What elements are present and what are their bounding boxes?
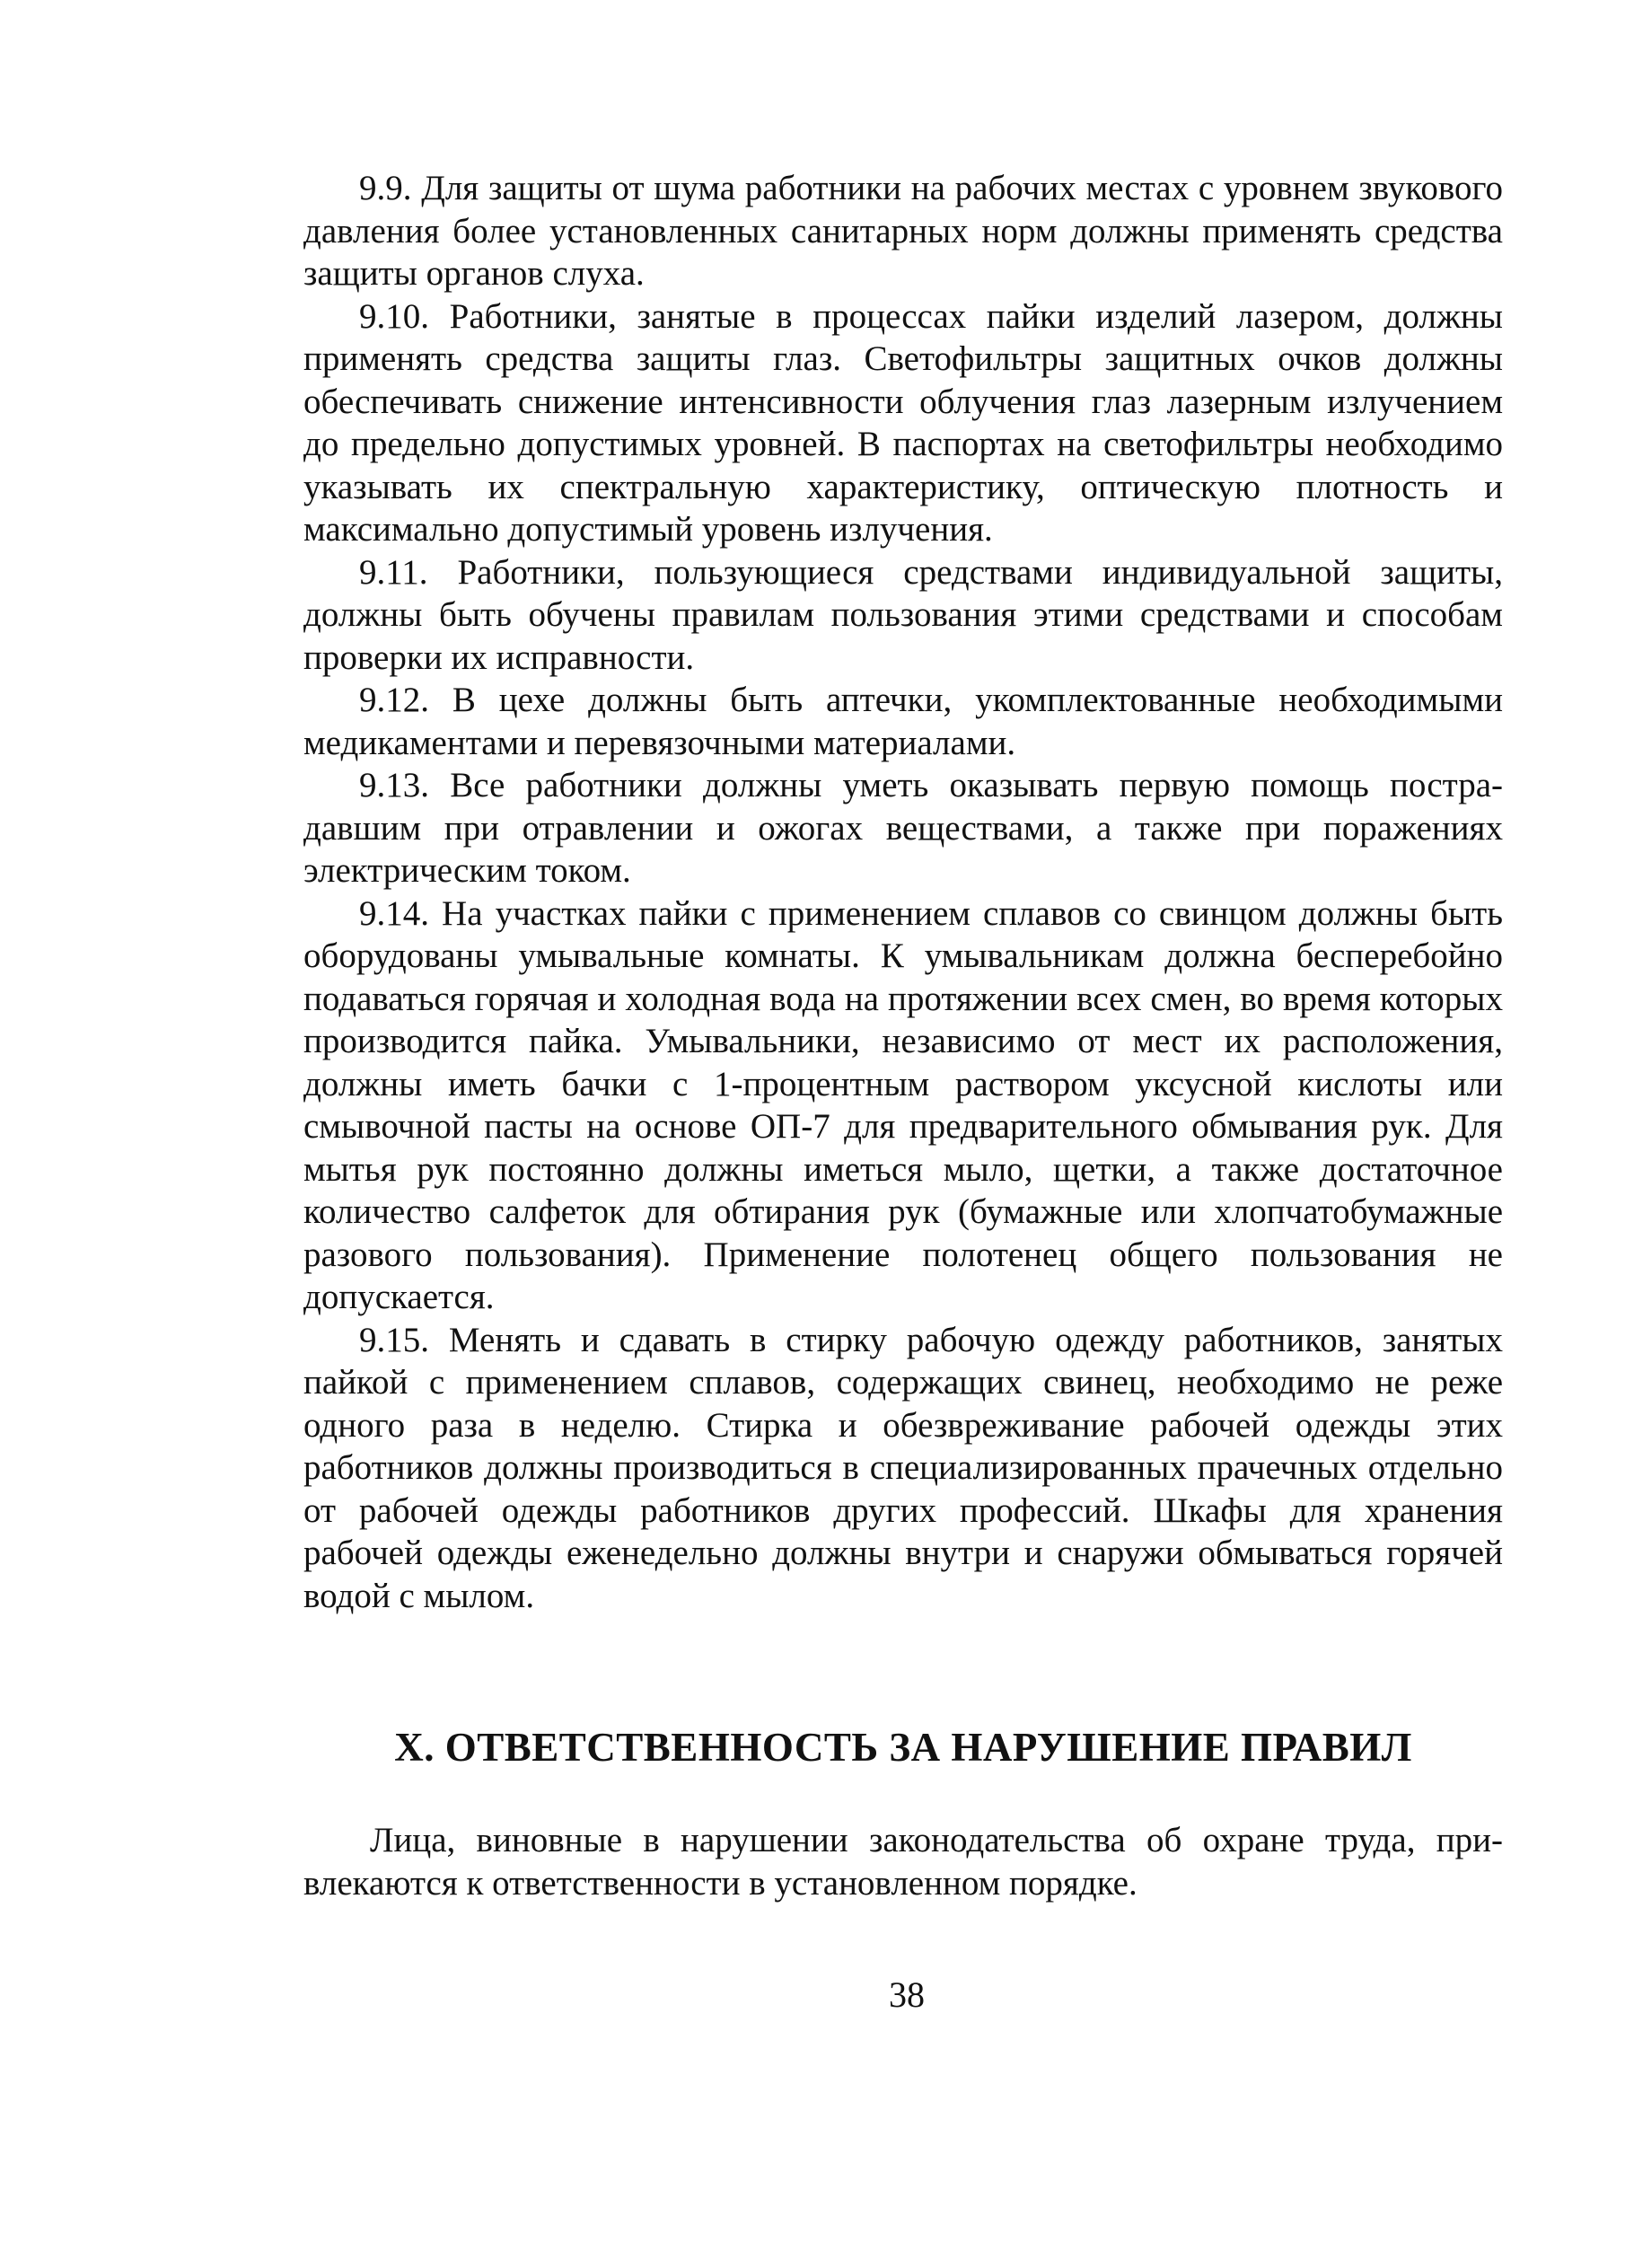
section-heading: X. ОТВЕТСТВЕННОСТЬ ЗА НАРУШЕНИЕ ПРАВИЛ	[394, 1725, 1412, 1770]
paragraph-9-11: 9.11. Работники, пользующиеся средствами индивидуальной защиты, должны быть обучены правилам пользования этими средствами и способам проверки их исправности.	[303, 552, 1503, 677]
paragraph-9-9: 9.9. Для защиты от шума работники на рабочих местах с уровнем звукового давления более установленных санитарных норм должны применять средства защиты органов слуха.	[303, 169, 1503, 293]
paragraph-9-10: 9.10. Работники, занятые в процессах пайки изделий лазером, должны применять средства защиты глаз. Светофильтры защитных очков должны обеспечивать снижение интенсивности облучения глаз лазерным излучением до предельно допустимых уровней. В паспортах на светофильтры необходимо указывать их спектральную характеристику, оптическую плотность и максимально допустимый уровень излучения.	[303, 296, 1503, 549]
paragraph-9-15: 9.15. Менять и сдавать в стирку рабочую одежду работников, занятых пайкой с применением сплавов, содержащих свинец, необходимо не реже одного раза в неделю. Стирка и обезвреживание рабочей одежды этих работников должны производиться в специализированных прачечных отдельно от рабочей одежды работников других профессий. Шкафы для хранения рабочей одежды еженедельно должны внутри и снаружи обмываться горячей водой с мылом.	[303, 1320, 1503, 1615]
section-ix-body	[303, 167, 1503, 1617]
page-number: 38	[889, 1974, 925, 2015]
paragraph-9-13: 9.13. Все работники должны уметь оказывать первую помощь пострадавшим при отравлении и ожогах веществами, а также при поражениях электрическим током.	[303, 766, 1503, 890]
paragraph-9-14: 9.14. На участках пайки с применением сплавов со свинцом должны быть оборудованы умывальные комнаты. К умывальникам должна бесперебойно подаваться горячая и холодная вода на протяжении всех смен, во время которых производится пайка. Умывальники, независимо от мест их расположения, должны иметь бачки с 1-процентным раствором уксусной кислоты или смывочной пасты на основе ОП-7 для предварительного обмывания рук. Для мытья рук постоянно должны иметься мыло, щетки, а также достаточное количество салфеток для обтирания рук (бумажные или хлопчатобумажные разового пользования). Применение полотенец общего пользования не допускается.	[303, 893, 1503, 1316]
closing-paragraph: Лица, виновные в нарушении законодательства об охране труда, привлекаются к ответственности в установленном порядке.	[303, 1821, 1503, 1903]
paragraph-9-12: 9.12. В цехе должны быть аптечки, укомплектованные необходимыми медикаментами и перевязочными материалами.	[303, 681, 1503, 762]
